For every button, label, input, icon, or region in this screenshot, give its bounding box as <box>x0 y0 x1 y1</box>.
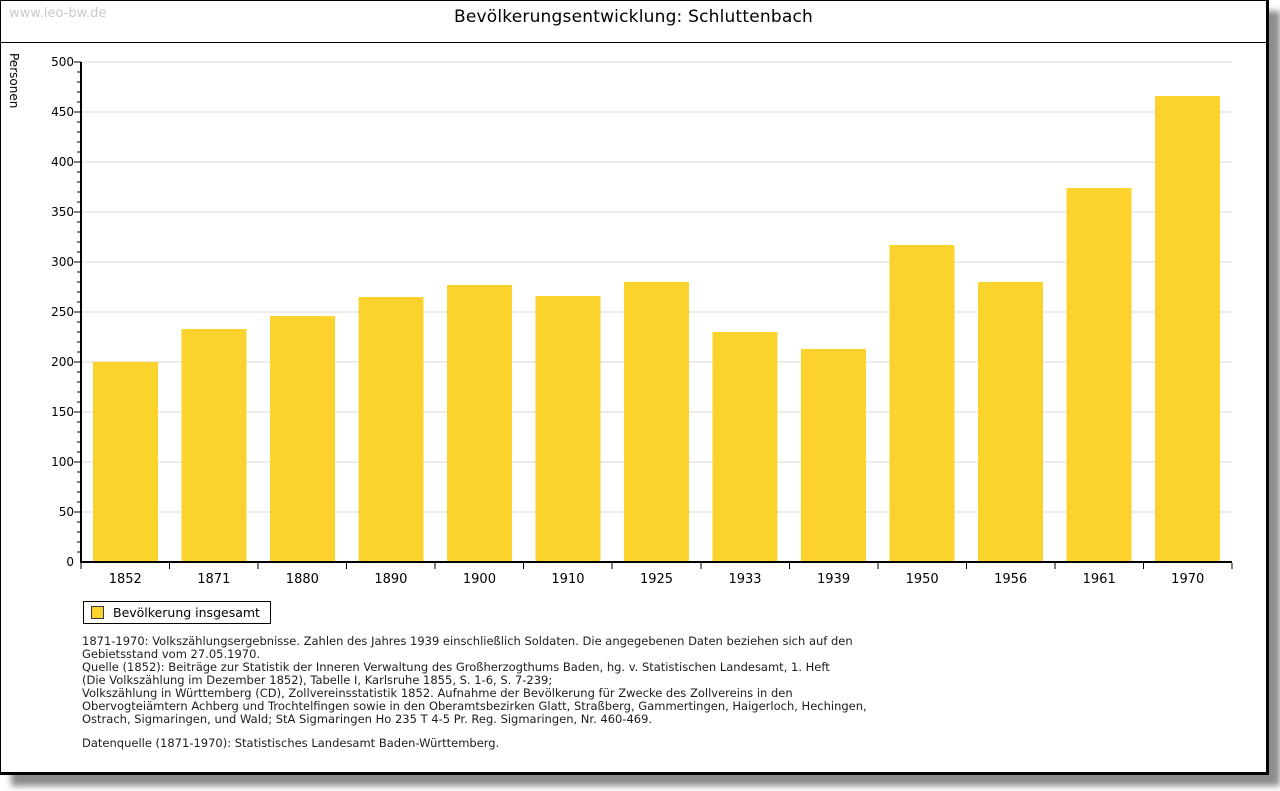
bar-1933 <box>713 332 778 562</box>
x-tick-label: 1890 <box>374 572 408 587</box>
bar-1939 <box>801 349 866 562</box>
x-tick-label: 1925 <box>639 572 674 587</box>
footnote-line: Obervogteiämtern Achberg und Trochtelfingen sowie in den Oberamtsbezirken Glatt, Straßberg, Gammertingen, Haigerloch, Hechingen, <box>82 699 867 713</box>
legend-swatch-icon <box>91 606 104 619</box>
x-tick-label: 1900 <box>462 572 496 587</box>
bar-1880 <box>270 316 335 562</box>
y-tick-label: 0 <box>66 555 74 569</box>
bar-1910 <box>535 296 600 562</box>
footnote-line: 1871-1970: Volkszählungsergebnisse. Zahlen des Jahres 1939 einschließlich Soldaten. Die angegebenen Daten beziehen sich auf den <box>82 634 853 648</box>
bar-1890 <box>358 297 423 562</box>
footnotes <box>82 635 867 750</box>
footnote-line: Volkszählung in Württemberg (CD), Zollvereinsstatistik 1852. Aufnahme der Bevölkerung für Zwecke des Zollvereins in den <box>82 686 793 700</box>
legend <box>83 601 271 624</box>
y-tick-label: 400 <box>51 155 74 169</box>
x-tick-label: 1939 <box>817 572 851 587</box>
bar-1970 <box>1155 96 1220 562</box>
x-tick-label: 1880 <box>285 572 319 587</box>
footnote-line: (Die Volkszählung im Dezember 1852), Tabelle I, Karlsruhe 1855, S. 1-6, S. 7-239; <box>82 673 553 687</box>
footnote-line: Gebietsstand vom 27.05.1970. <box>82 647 261 661</box>
x-tick-label: 1950 <box>905 572 939 587</box>
x-tick-label: 1970 <box>1171 572 1205 587</box>
bar-1950 <box>890 245 955 562</box>
y-tick-label: 200 <box>51 355 74 369</box>
watermark: www.leo-bw.de <box>9 6 107 21</box>
y-tick-label: 350 <box>51 205 74 219</box>
y-tick-label: 250 <box>51 305 74 319</box>
bar-1956 <box>978 282 1043 562</box>
footnote-line: Quelle (1852): Beiträge zur Statistik der Inneren Verwaltung des Großherzogthums Baden, hg. v. Statistischen Landesamt, 1. Heft <box>82 660 830 674</box>
y-tick-label: 100 <box>51 455 74 469</box>
x-tick-label: 1910 <box>551 572 585 587</box>
datasource-line: Datenquelle (1871-1970): Statistisches Landesamt Baden-Württemberg. <box>82 736 500 750</box>
legend-label: Bevölkerung insgesamt <box>113 605 260 620</box>
y-tick-label: 500 <box>51 55 74 69</box>
bar-1900 <box>447 285 512 562</box>
y-tick-label: 300 <box>51 255 74 269</box>
bar-1871 <box>181 329 246 562</box>
y-tick-label: 150 <box>51 405 74 419</box>
x-tick-label: 1933 <box>728 572 762 587</box>
footnote-line: Ostrach, Sigmaringen, und Wald; StA Sigmaringen Ho 235 T 4-5 Pr. Reg. Sigmaringen, Nr. 460-469. <box>82 712 653 726</box>
y-tick-label: 450 <box>51 105 74 119</box>
x-tick-label: 1961 <box>1082 572 1116 587</box>
x-tick-label: 1852 <box>108 572 142 587</box>
bar-1852 <box>93 362 158 562</box>
bar-1925 <box>624 282 689 562</box>
y-tick-label: 50 <box>58 505 74 519</box>
page-title: Bevölkerungsentwicklung: Schluttenbach <box>453 7 813 27</box>
bar-1961 <box>1067 188 1132 562</box>
x-tick-label: 1956 <box>994 572 1028 587</box>
x-tick-label: 1871 <box>197 572 231 587</box>
y-axis-title: Personen <box>7 53 21 109</box>
